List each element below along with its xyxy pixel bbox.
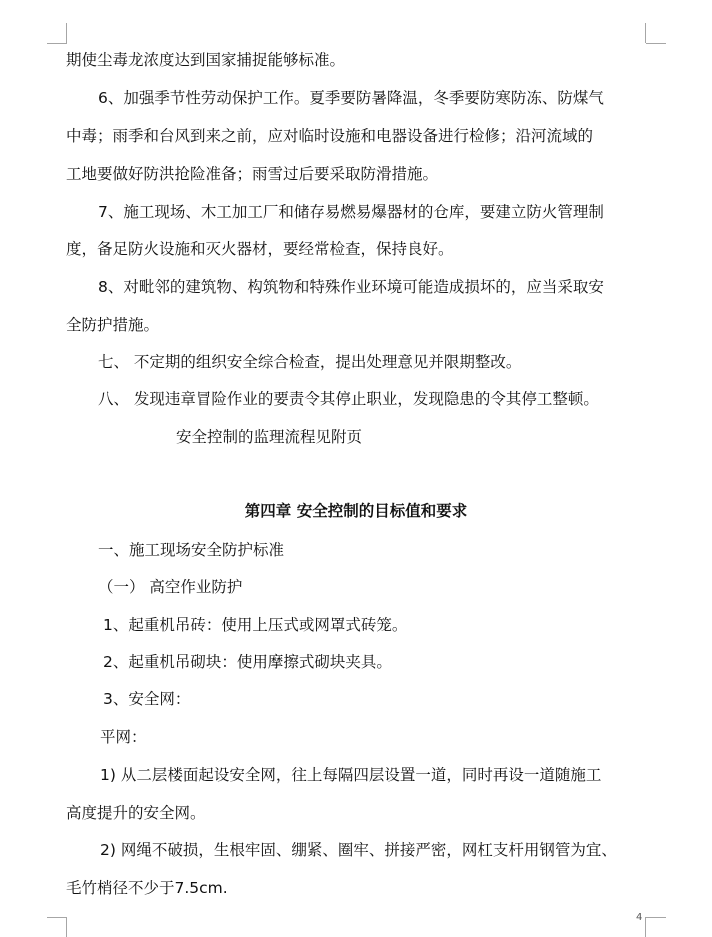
chapter-title: 第四章 安全控制的目标值和要求 bbox=[244, 502, 468, 520]
crop-mark-top-left-v bbox=[66, 23, 67, 43]
list-item: 1) 从二层楼面起设安全网，往上每隔四层设置一道，同时再设一道随施工 bbox=[100, 766, 602, 784]
text-line: 八、 发现违章冒险作业的要责令其停止职业，发现隐患的令其停工整顿。 bbox=[98, 390, 599, 408]
text-line: 7、施工现场、木工加工厂和储存易燃易爆器材的仓库，要建立防火管理制 bbox=[98, 203, 604, 221]
subsection-heading: （一） 高空作业防护 bbox=[98, 578, 243, 596]
text-line: 全防护措施。 bbox=[66, 316, 160, 334]
list-item: 3、安全网： bbox=[103, 690, 191, 708]
crop-mark-top-right-v bbox=[645, 23, 646, 43]
flow-note: 安全控制的监理流程见附页 bbox=[176, 428, 363, 446]
list-item: 1、起重机吊砖：使用上压式或网罩式砖笼。 bbox=[103, 616, 408, 634]
crop-mark-bottom-right-v bbox=[645, 917, 646, 937]
crop-mark-top-right-h bbox=[646, 43, 666, 44]
crop-mark-bottom-left-v bbox=[66, 917, 67, 937]
text-line: 高度提升的安全网。 bbox=[66, 804, 206, 822]
list-item: 平网： bbox=[100, 728, 147, 746]
text-line: 8、对毗邻的建筑物、构筑物和特殊作业环境可能造成损坏的，应当采取安 bbox=[98, 278, 604, 296]
text-line: 中毒；雨季和台风到来之前，应对临时设施和电器设备进行检修；沿河流域的 bbox=[66, 127, 594, 145]
text-line: 工地要做好防洪抢险准备；雨雪过后要采取防滑措施。 bbox=[66, 165, 439, 183]
crop-mark-bottom-left-h bbox=[47, 917, 67, 918]
text-line: 度，备足防火设施和灭火器材，要经常检查，保持良好。 bbox=[66, 240, 454, 258]
text-line: 七、 不定期的组织安全综合检查，提出处理意见并限期整改。 bbox=[98, 353, 522, 371]
text-line: 6、加强季节性劳动保护工作。夏季要防暑降温，冬季要防寒防冻、防煤气 bbox=[98, 89, 604, 107]
section-heading: 一、施工现场安全防护标准 bbox=[98, 541, 285, 559]
crop-mark-top-left-h bbox=[47, 43, 67, 44]
list-item: 2) 网绳不破损，生根牢固、绷紧、圈牢、拼接严密，网杠支杆用钢管为宜、 bbox=[100, 841, 617, 859]
page-number: 4 bbox=[636, 912, 643, 923]
crop-mark-bottom-right-h bbox=[646, 917, 666, 918]
text-line: 期使尘毒龙浓度达到国家捕捉能够标准。 bbox=[66, 51, 346, 69]
text-line: 毛竹梢径不少于7.5cm. bbox=[66, 879, 228, 897]
list-item: 2、起重机吊砌块：使用摩擦式砌块夹具。 bbox=[103, 653, 392, 671]
